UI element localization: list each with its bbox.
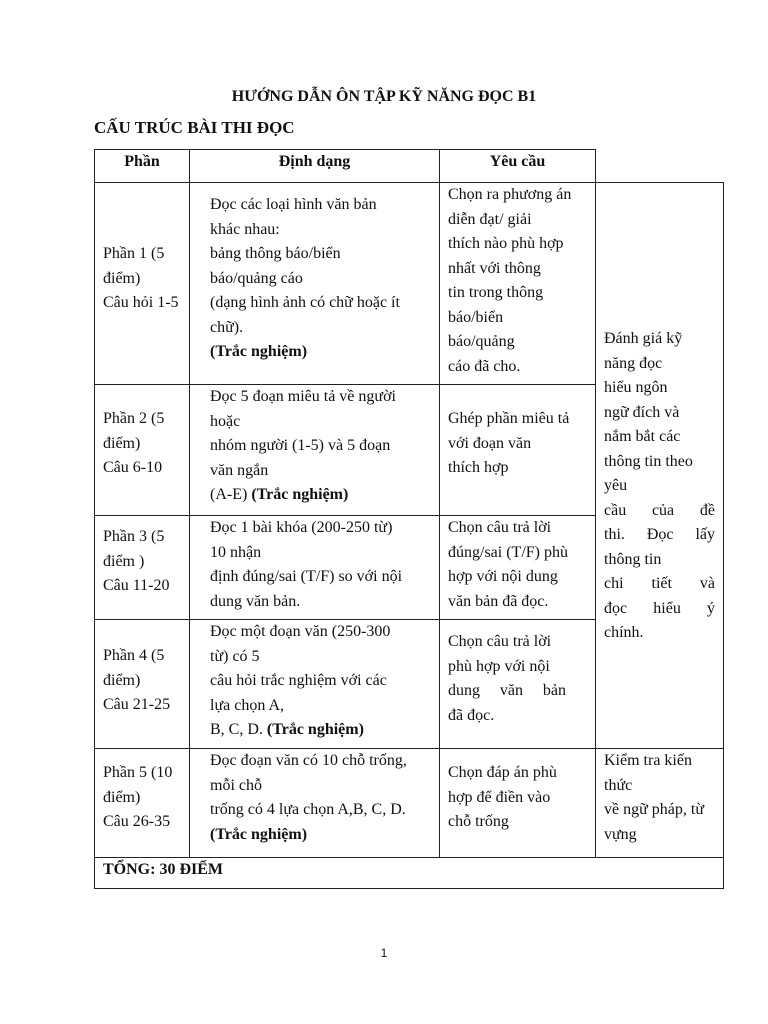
objective-part5-line: thức	[604, 776, 633, 794]
header-requirement-label: Yêu cầu	[489, 153, 546, 170]
row5-format-line: trống có 4 lựa chọn A,B, C, D.	[210, 801, 406, 818]
row4-req-line: dung văn bản	[448, 682, 566, 699]
row5-part-line: Phần 5 (10	[103, 764, 173, 781]
row1-format-line: khác nhau:	[210, 220, 280, 238]
row1-format-line: bảng thông báo/biển	[210, 245, 341, 262]
row1-format-multiple-choice: (Trắc nghiệm)	[210, 343, 308, 360]
row2-format-multiple-choice: (Trắc nghiệm)	[251, 486, 349, 503]
objective-part5-line: về ngữ pháp, từ	[604, 801, 704, 818]
section-title: CẤU TRÚC BÀI THI ĐỌC	[94, 118, 295, 137]
row4-format-multiple-choice: (Trắc nghiệm)	[266, 721, 364, 738]
row5-format	[189, 748, 440, 858]
row1-part	[94, 182, 190, 385]
row2-format-line: hoặc	[210, 412, 241, 430]
row4-format-line: câu hỏi trắc nghiệm với các	[210, 672, 387, 689]
objective-line: yêu	[604, 477, 628, 494]
row5-req-line: chỗ trống	[448, 813, 509, 830]
page-number: 1	[380, 946, 388, 960]
total-label: TỔNG: 30 ĐIỂM	[103, 861, 223, 878]
row3-format-line: định đúng/sai (T/F) so với nội	[210, 568, 403, 585]
row4-part-line: Câu 21-25	[103, 696, 171, 713]
document-title: HƯỚNG DẪN ÔN TẬP KỸ NĂNG ĐỌC B1	[231, 88, 537, 105]
row4-part-line: điểm)	[103, 671, 141, 689]
row1-req-line: tin trong thông	[448, 284, 544, 301]
row2-format-line: Đọc 5 đoạn miêu tả về người	[210, 388, 396, 405]
row5-format-line: Đọc đoạn văn có 10 chỗ trống,	[210, 752, 407, 769]
row2-req-line: Ghép phần miêu tả	[448, 410, 570, 427]
row2-req-line: thích hợp	[448, 459, 509, 476]
row1-req-line: cáo đã cho.	[448, 357, 521, 375]
row3-req-line: Chọn câu trả lời	[448, 519, 552, 536]
row3-part-line: Phần 3 (5	[103, 528, 165, 545]
row3-format-line: Đọc 1 bài khóa (200-250 từ)	[210, 519, 393, 536]
row4-format-last-line	[210, 718, 431, 743]
objective-line: thi. Đọc lấy	[604, 526, 715, 543]
row1-requirement	[439, 182, 596, 385]
header-format-label: Định dạng	[278, 153, 351, 170]
row1-req-line: thích nào phù hợp	[448, 235, 564, 252]
row2-format-line: nhóm người (1-5) và 5 đoạn	[210, 437, 391, 454]
row2-requirement	[439, 384, 596, 516]
row3-req-line: đúng/sai (T/F) phù	[448, 543, 568, 561]
row2-part	[94, 384, 190, 516]
row2-format-line: văn ngắn	[210, 461, 269, 479]
objective-line: chính.	[604, 624, 644, 641]
objective-line: thông tin	[604, 550, 662, 568]
row2-part-line: điểm)	[103, 434, 141, 452]
row1-req-line: nhất với thông	[448, 259, 541, 277]
row1-part-line: Phần 1 (5	[103, 245, 165, 262]
row5-part-line: Câu 26-35	[103, 813, 171, 830]
objective-line: nắm bắt các	[604, 428, 681, 445]
row3-format	[189, 515, 440, 620]
objective-line: đọc hiểu ý	[604, 599, 715, 617]
header-part	[94, 149, 190, 183]
objective-line: cầu của đề	[604, 501, 715, 519]
row5-requirement	[439, 748, 596, 858]
row4-part-line: Phần 4 (5	[103, 647, 165, 664]
row4-format-line: Đọc một đoạn văn (250-300	[210, 623, 391, 640]
row4-req-line: đã đọc.	[448, 706, 495, 724]
header-part-label: Phần	[124, 153, 160, 170]
row2-format-last-line	[210, 483, 431, 508]
row3-format-line: 10 nhận	[210, 543, 262, 561]
row4-format-options: B, C, D.	[210, 721, 267, 738]
objective-line: ngữ đích và	[604, 403, 680, 421]
row3-format-line: dung văn bản.	[210, 592, 301, 610]
row1-format-line: Đọc các loại hình văn bản	[210, 196, 377, 213]
row1-format-line: (dạng hình ảnh có chữ hoặc ít	[210, 294, 400, 311]
row4-format-line: lựa chọn A,	[210, 696, 284, 714]
row1-req-line: báo/quảng	[448, 333, 515, 350]
row3-part-line: điểm )	[103, 552, 145, 570]
objective-line: Đánh giá kỹ	[604, 330, 683, 347]
row4-req-line: Chọn câu trả lời	[448, 633, 552, 650]
row1-part-line: điểm)	[103, 269, 141, 287]
objective-line: hiểu ngôn	[604, 379, 668, 396]
row5-req-line: hợp để điền vào	[448, 788, 551, 806]
row1-part-line: Câu hỏi 1-5	[103, 294, 179, 311]
row4-req-line: phù hợp với nội	[448, 657, 550, 675]
header-requirement	[439, 149, 596, 183]
row3-req-line: văn bản đã đọc.	[448, 592, 549, 610]
objective-part5-line: Kiểm tra kiến	[604, 752, 692, 769]
row1-req-line: diễn đạt/ giải	[448, 210, 532, 228]
row1-req-line: báo/biển	[448, 308, 504, 326]
row3-requirement	[439, 515, 596, 620]
objective-part5	[595, 748, 724, 858]
row1-format	[189, 182, 440, 385]
row5-part-line: điểm)	[103, 788, 141, 806]
row2-req-line: với đoạn văn	[448, 434, 532, 452]
row4-requirement	[439, 619, 596, 749]
row5-req-line: Chọn đáp án phù	[448, 764, 557, 781]
row2-part-line: Phần 2 (5	[103, 410, 165, 427]
total-row	[94, 857, 724, 889]
row1-format-line: báo/quảng cáo	[210, 269, 303, 287]
objective-main	[595, 182, 724, 749]
row4-part	[94, 619, 190, 749]
row4-format	[189, 619, 440, 749]
row1-req-line: Chọn ra phương án	[448, 186, 572, 203]
header-format	[189, 149, 440, 183]
objective-line: thông tin theo	[604, 452, 693, 470]
row1-format-line: chữ).	[210, 318, 244, 336]
row2-format	[189, 384, 440, 516]
objective-line: năng đọc	[604, 354, 663, 372]
objective-line: chi tiết và	[604, 575, 715, 592]
row3-part-line: Câu 11-20	[103, 577, 170, 594]
row2-part-line: Câu 6-10	[103, 459, 163, 476]
row4-format-line: từ) có 5	[210, 647, 260, 665]
row3-part	[94, 515, 190, 620]
row5-part	[94, 748, 190, 858]
objective-part5-line: vựng	[604, 825, 637, 843]
row2-format-ref: (A-E)	[210, 486, 252, 503]
row5-format-line: mỗi chỗ	[210, 776, 262, 794]
row5-format-multiple-choice: (Trắc nghiệm)	[210, 825, 308, 843]
row3-req-line: hợp với nội dung	[448, 568, 558, 585]
